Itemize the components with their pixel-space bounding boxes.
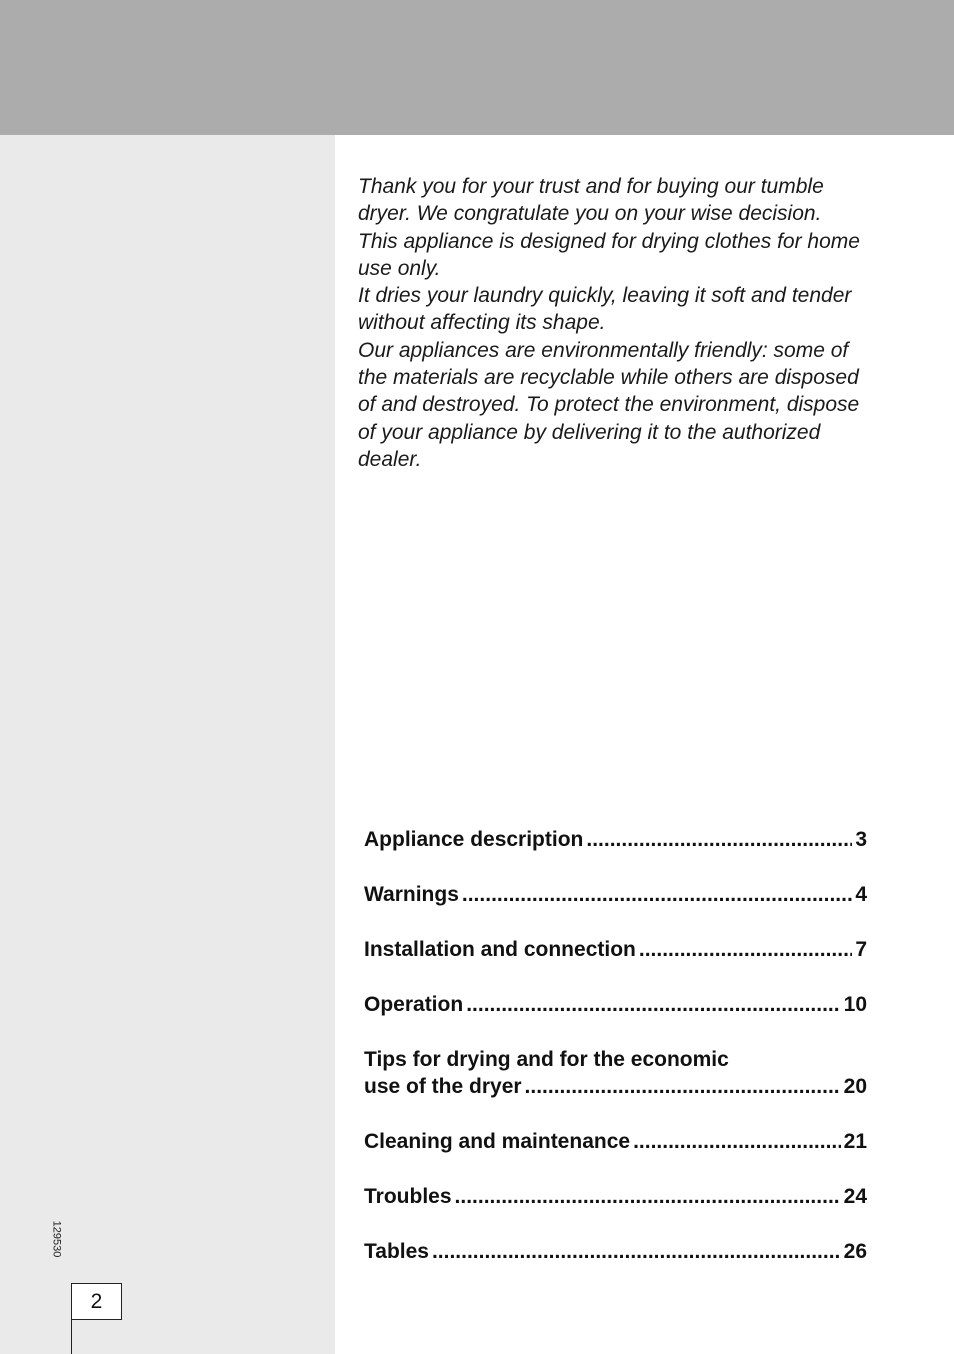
- document-code: [52, 1221, 68, 1261]
- toc-page: 26: [843, 1240, 867, 1263]
- toc-leader: [432, 1238, 841, 1265]
- toc-entry-warnings[interactable]: [364, 881, 867, 908]
- toc-leader: [455, 1183, 841, 1210]
- left-margin-column: [0, 135, 335, 1354]
- intro-paragraph: This appliance is designed for drying clothes for home use only.: [358, 229, 860, 280]
- toc-title: Warnings: [364, 883, 459, 906]
- toc-leader: [466, 991, 840, 1018]
- toc-leader: [525, 1073, 841, 1100]
- toc-page: 3: [855, 828, 867, 851]
- toc-entry-installation[interactable]: [364, 936, 867, 963]
- toc-entry-cleaning[interactable]: [364, 1128, 867, 1155]
- toc-title: Operation: [364, 993, 464, 1016]
- toc-page: 7: [855, 938, 867, 961]
- toc-leader: [633, 1128, 841, 1155]
- intro-text: [358, 173, 878, 473]
- margin-rule: [71, 1320, 72, 1354]
- intro-paragraph: Our appliances are environmentally friendly: some of the materials are recyclable while others are disposed of and destroyed. To protect the environment, dispose of your appliance by delivering it to the authorized dealer.: [358, 338, 860, 471]
- toc-leader: [639, 936, 852, 963]
- toc-page: 24: [843, 1185, 867, 1208]
- toc-title: Tables: [364, 1240, 429, 1263]
- toc-entry-appliance-description[interactable]: [364, 826, 867, 853]
- toc-title-line1: Tips for drying and for the economic: [364, 1048, 729, 1071]
- toc-entry-operation[interactable]: [364, 991, 867, 1018]
- toc-title: use of the dryer: [364, 1075, 522, 1098]
- toc-title: Appliance description: [364, 828, 584, 851]
- toc-page: 4: [855, 883, 867, 906]
- table-of-contents: [364, 826, 867, 1293]
- toc-entry-troubles[interactable]: [364, 1183, 867, 1210]
- page-number: 2: [71, 1283, 122, 1320]
- toc-leader: [462, 881, 852, 908]
- toc-title: Installation and connection: [364, 938, 636, 961]
- toc-title: Troubles: [364, 1185, 452, 1208]
- intro-paragraph: Thank you for your trust and for buying our tumble dryer. We congratulate you on your wise decision.: [358, 175, 824, 226]
- toc-title: Cleaning and maintenance: [364, 1130, 631, 1153]
- toc-page: 20: [843, 1075, 867, 1098]
- toc-leader: [586, 826, 852, 853]
- toc-entry-tips[interactable]: [364, 1046, 867, 1100]
- document-code-text: 129530: [50, 1220, 63, 1258]
- toc-page: 21: [843, 1130, 867, 1153]
- toc-page: 10: [843, 993, 867, 1016]
- header-band: [0, 0, 954, 135]
- toc-entry-tables[interactable]: [364, 1238, 867, 1265]
- intro-paragraph: It dries your laundry quickly, leaving it soft and tender without affecting its shape.: [358, 284, 852, 335]
